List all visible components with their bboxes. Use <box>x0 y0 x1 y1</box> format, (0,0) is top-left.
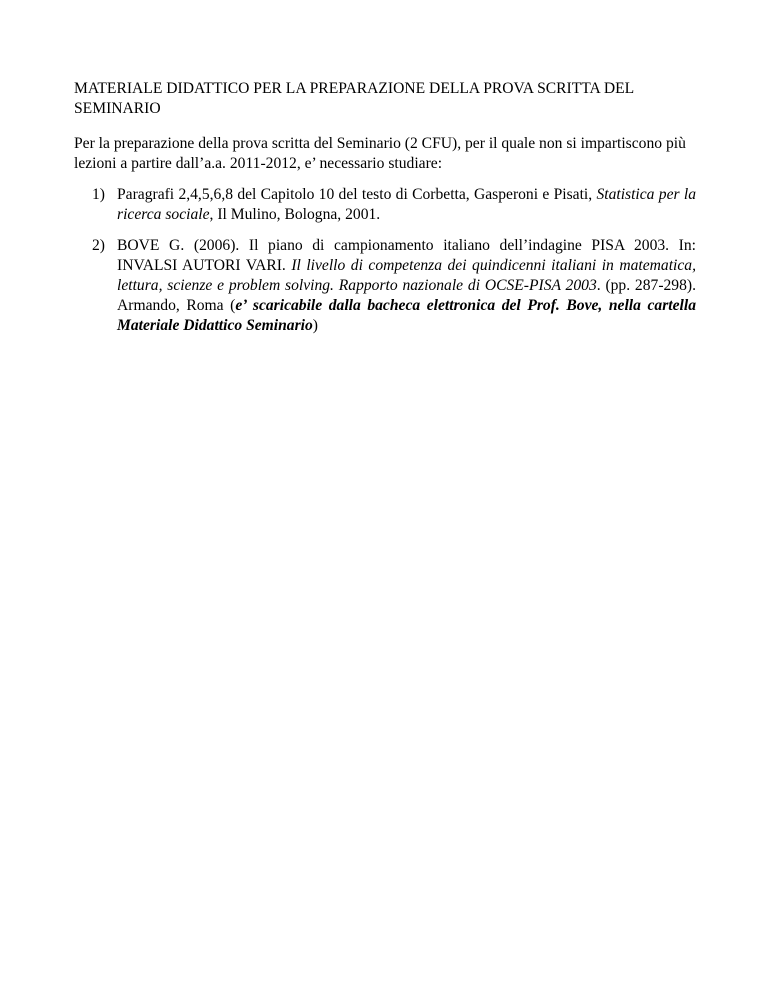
reference-list <box>74 185 696 336</box>
reference-closing: ) <box>312 317 318 334</box>
download-note: e’ scaricabile dalla bacheca elettronica del Prof. Bove, nella cartella Materiale Didattico Seminario <box>117 297 696 334</box>
intro-paragraph: Per la preparazione della prova scritta del Seminario (2 CFU), per il quale non si impartiscono più lezioni a partire dall’a.a. 2011-2012, e’ necessario studiare: <box>74 135 686 172</box>
reference-publisher: , Il Mulino, Bologna, 2001. <box>209 206 381 223</box>
reference-number: 2) <box>92 237 105 254</box>
reference-text: BOVE G. (2006). Il piano di campionamento italiano dell’indagine PISA 2003. In: INVALSI AUTORI VARI. <box>117 237 696 274</box>
reference-text: Paragrafi 2,4,5,6,8 del Capitolo 10 del testo di Corbetta, Gasperoni e Pisati, <box>117 186 597 203</box>
reference-number: 1) <box>92 186 105 203</box>
reference-item <box>74 236 696 336</box>
document-title: MATERIALE DIDATTICO PER LA PREPARAZIONE DELLA PROVA SCRITTA DEL SEMINARIO <box>74 80 634 117</box>
reference-book-title: Statistica per la ricerca sociale <box>117 186 696 223</box>
document-page <box>74 79 696 347</box>
reference-pages: . (pp. 287-298). Armando, Roma ( <box>117 277 696 314</box>
reference-book-title: Il livello di competenza dei quindicenni italiani in matematica, lettura, scienze e problem solving. Rapporto nazionale di OCSE-PISA 2003 <box>117 257 696 294</box>
reference-item <box>74 185 696 225</box>
